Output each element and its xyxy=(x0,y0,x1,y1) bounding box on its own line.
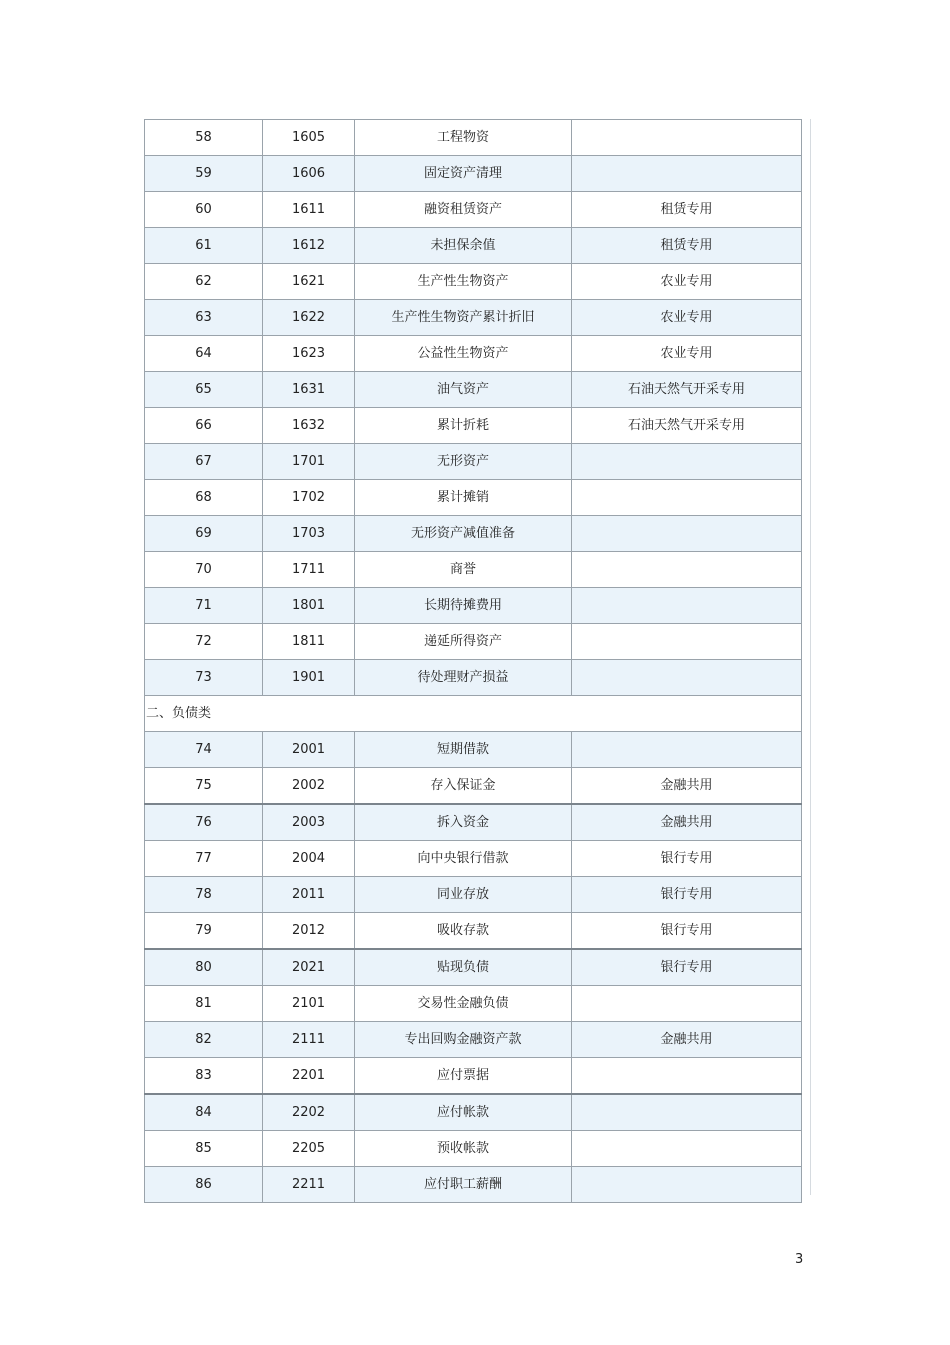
table-row xyxy=(145,841,802,877)
section-header-row xyxy=(145,696,802,732)
account-table-body xyxy=(145,120,802,1203)
account-name-cell: 贴现负债 xyxy=(355,949,572,986)
usage-note-cell: 银行专用 xyxy=(572,877,802,913)
account-name-cell: 应付职工薪酬 xyxy=(355,1167,572,1203)
row-number-cell: 71 xyxy=(145,588,263,624)
account-code-cell: 1606 xyxy=(263,156,355,192)
account-name-cell: 向中央银行借款 xyxy=(355,841,572,877)
table-row xyxy=(145,120,802,156)
row-number-cell: 65 xyxy=(145,372,263,408)
account-code-cell: 1701 xyxy=(263,444,355,480)
usage-note-cell: 银行专用 xyxy=(572,841,802,877)
account-code-cell: 2101 xyxy=(263,986,355,1022)
account-code-cell: 1631 xyxy=(263,372,355,408)
account-name-cell: 无形资产减值准备 xyxy=(355,516,572,552)
table-row xyxy=(145,732,802,768)
row-number-cell: 75 xyxy=(145,768,263,805)
row-number-cell: 83 xyxy=(145,1058,263,1095)
account-code-cell: 1611 xyxy=(263,192,355,228)
row-number-cell: 77 xyxy=(145,841,263,877)
usage-note-cell: 石油天然气开采专用 xyxy=(572,408,802,444)
table-row xyxy=(145,804,802,841)
usage-note-cell xyxy=(572,1094,802,1131)
table-row xyxy=(145,877,802,913)
account-code-cell: 2011 xyxy=(263,877,355,913)
table-row xyxy=(145,192,802,228)
usage-note-cell xyxy=(572,444,802,480)
row-number-cell: 63 xyxy=(145,300,263,336)
table-row xyxy=(145,1094,802,1131)
table-row xyxy=(145,516,802,552)
row-number-cell: 68 xyxy=(145,480,263,516)
account-code-cell: 1702 xyxy=(263,480,355,516)
row-number-cell: 61 xyxy=(145,228,263,264)
account-code-cell: 1623 xyxy=(263,336,355,372)
usage-note-cell xyxy=(572,156,802,192)
account-name-cell: 预收帐款 xyxy=(355,1131,572,1167)
account-code-cell: 1711 xyxy=(263,552,355,588)
table-row xyxy=(145,264,802,300)
table-row xyxy=(145,986,802,1022)
account-code-cell: 1632 xyxy=(263,408,355,444)
account-name-cell: 生产性生物资产 xyxy=(355,264,572,300)
account-name-cell: 固定资产清理 xyxy=(355,156,572,192)
row-number-cell: 72 xyxy=(145,624,263,660)
row-number-cell: 84 xyxy=(145,1094,263,1131)
row-number-cell: 73 xyxy=(145,660,263,696)
usage-note-cell xyxy=(572,588,802,624)
usage-note-cell xyxy=(572,516,802,552)
table-row xyxy=(145,300,802,336)
account-name-cell: 生产性生物资产累计折旧 xyxy=(355,300,572,336)
account-code-cell: 2211 xyxy=(263,1167,355,1203)
usage-note-cell xyxy=(572,1131,802,1167)
account-code-cell: 2004 xyxy=(263,841,355,877)
table-row xyxy=(145,444,802,480)
usage-note-cell xyxy=(572,732,802,768)
table-row xyxy=(145,624,802,660)
account-code-cell: 2002 xyxy=(263,768,355,805)
row-number-cell: 70 xyxy=(145,552,263,588)
row-number-cell: 74 xyxy=(145,732,263,768)
row-number-cell: 80 xyxy=(145,949,263,986)
table-row xyxy=(145,372,802,408)
account-code-cell: 1703 xyxy=(263,516,355,552)
usage-note-cell: 石油天然气开采专用 xyxy=(572,372,802,408)
usage-note-cell xyxy=(572,660,802,696)
row-number-cell: 59 xyxy=(145,156,263,192)
usage-note-cell xyxy=(572,480,802,516)
row-number-cell: 78 xyxy=(145,877,263,913)
table-row xyxy=(145,408,802,444)
table-row xyxy=(145,768,802,805)
table-row xyxy=(145,1022,802,1058)
account-code-cell: 1605 xyxy=(263,120,355,156)
table-row xyxy=(145,949,802,986)
account-code-cell: 1801 xyxy=(263,588,355,624)
account-code-cell: 2003 xyxy=(263,804,355,841)
account-code-cell: 2111 xyxy=(263,1022,355,1058)
page-edge-line xyxy=(810,119,811,1195)
account-code-cell: 1622 xyxy=(263,300,355,336)
account-name-cell: 无形资产 xyxy=(355,444,572,480)
row-number-cell: 79 xyxy=(145,913,263,950)
account-name-cell: 专出回购金融资产款 xyxy=(355,1022,572,1058)
row-number-cell: 86 xyxy=(145,1167,263,1203)
usage-note-cell xyxy=(572,120,802,156)
account-name-cell: 应付票据 xyxy=(355,1058,572,1095)
usage-note-cell: 农业专用 xyxy=(572,336,802,372)
row-number-cell: 76 xyxy=(145,804,263,841)
usage-note-cell xyxy=(572,552,802,588)
row-number-cell: 67 xyxy=(145,444,263,480)
account-code-cell: 1612 xyxy=(263,228,355,264)
table-row xyxy=(145,228,802,264)
usage-note-cell xyxy=(572,1167,802,1203)
account-name-cell: 商誉 xyxy=(355,552,572,588)
usage-note-cell xyxy=(572,624,802,660)
account-code-cell: 1901 xyxy=(263,660,355,696)
account-name-cell: 长期待摊费用 xyxy=(355,588,572,624)
row-number-cell: 62 xyxy=(145,264,263,300)
account-code-cell: 2205 xyxy=(263,1131,355,1167)
account-table xyxy=(144,119,802,1203)
usage-note-cell: 金融共用 xyxy=(572,1022,802,1058)
row-number-cell: 69 xyxy=(145,516,263,552)
usage-note-cell: 农业专用 xyxy=(572,300,802,336)
account-name-cell: 融资租赁资产 xyxy=(355,192,572,228)
row-number-cell: 82 xyxy=(145,1022,263,1058)
account-code-cell: 2202 xyxy=(263,1094,355,1131)
account-name-cell: 应付帐款 xyxy=(355,1094,572,1131)
table-row xyxy=(145,1131,802,1167)
account-name-cell: 交易性金融负债 xyxy=(355,986,572,1022)
row-number-cell: 85 xyxy=(145,1131,263,1167)
usage-note-cell: 银行专用 xyxy=(572,949,802,986)
usage-note-cell: 租赁专用 xyxy=(572,228,802,264)
account-name-cell: 累计折耗 xyxy=(355,408,572,444)
account-name-cell: 拆入资金 xyxy=(355,804,572,841)
account-code-cell: 2201 xyxy=(263,1058,355,1095)
usage-note-cell xyxy=(572,1058,802,1095)
table-row xyxy=(145,1167,802,1203)
section-title: 二、负债类 xyxy=(145,696,802,732)
table-row xyxy=(145,480,802,516)
account-name-cell: 公益性生物资产 xyxy=(355,336,572,372)
account-name-cell: 同业存放 xyxy=(355,877,572,913)
account-name-cell: 油气资产 xyxy=(355,372,572,408)
account-name-cell: 存入保证金 xyxy=(355,768,572,805)
usage-note-cell: 租赁专用 xyxy=(572,192,802,228)
page-number: 3 xyxy=(795,1252,804,1267)
account-name-cell: 累计摊销 xyxy=(355,480,572,516)
account-name-cell: 吸收存款 xyxy=(355,913,572,950)
account-name-cell: 未担保余值 xyxy=(355,228,572,264)
usage-note-cell: 银行专用 xyxy=(572,913,802,950)
row-number-cell: 60 xyxy=(145,192,263,228)
usage-note-cell: 农业专用 xyxy=(572,264,802,300)
table-row xyxy=(145,552,802,588)
table-row xyxy=(145,588,802,624)
row-number-cell: 66 xyxy=(145,408,263,444)
account-code-cell: 2012 xyxy=(263,913,355,950)
row-number-cell: 64 xyxy=(145,336,263,372)
account-name-cell: 待处理财产损益 xyxy=(355,660,572,696)
table-row xyxy=(145,336,802,372)
account-code-cell: 1621 xyxy=(263,264,355,300)
account-code-cell: 2001 xyxy=(263,732,355,768)
usage-note-cell xyxy=(572,986,802,1022)
account-code-cell: 2021 xyxy=(263,949,355,986)
row-number-cell: 58 xyxy=(145,120,263,156)
account-code-cell: 1811 xyxy=(263,624,355,660)
usage-note-cell: 金融共用 xyxy=(572,768,802,805)
account-name-cell: 工程物资 xyxy=(355,120,572,156)
account-name-cell: 短期借款 xyxy=(355,732,572,768)
table-row xyxy=(145,156,802,192)
account-name-cell: 递延所得资产 xyxy=(355,624,572,660)
table-row xyxy=(145,1058,802,1095)
usage-note-cell: 金融共用 xyxy=(572,804,802,841)
table-row xyxy=(145,913,802,950)
row-number-cell: 81 xyxy=(145,986,263,1022)
table-row xyxy=(145,660,802,696)
